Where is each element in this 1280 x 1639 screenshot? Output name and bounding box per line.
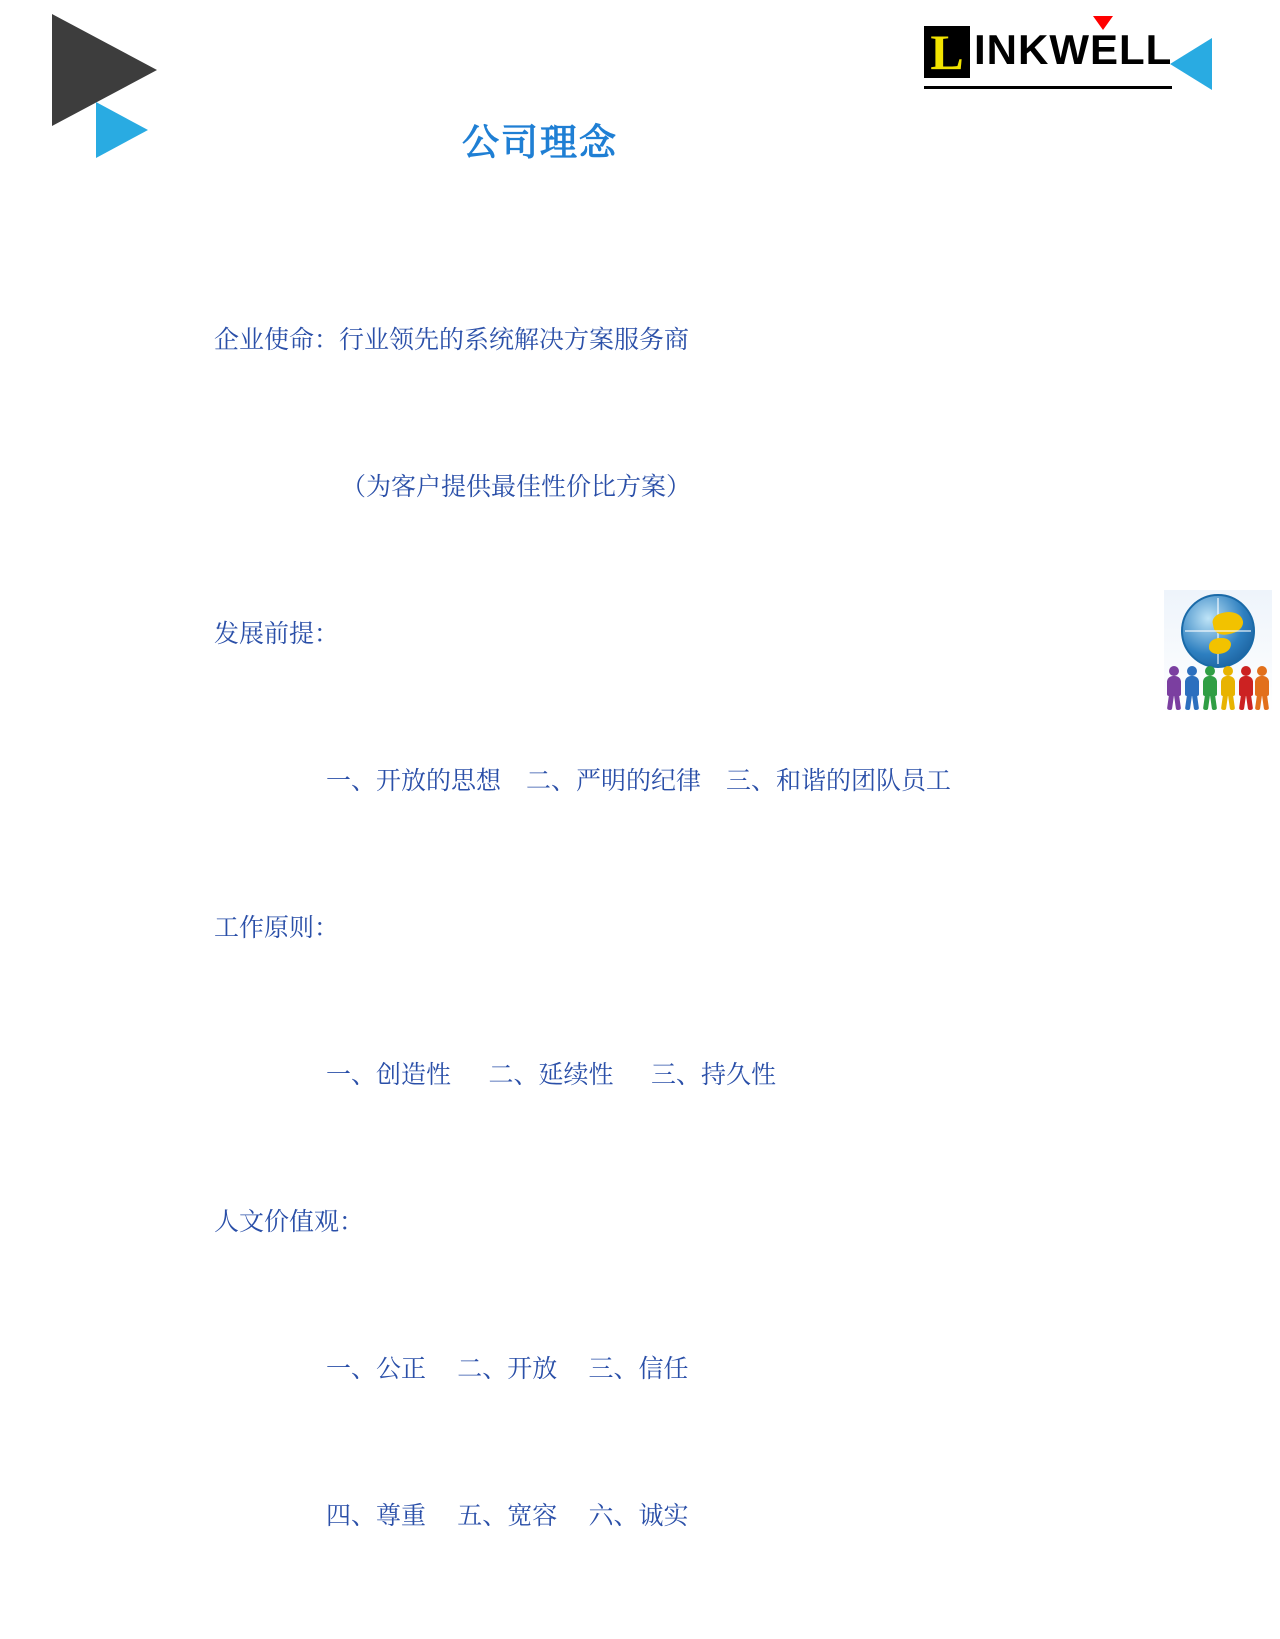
slide-body xyxy=(214,218,1174,1639)
person-figure-icon xyxy=(1220,666,1236,710)
body-line: （为客户提供最佳性价比方案） xyxy=(341,474,692,501)
person-figure-icon xyxy=(1238,666,1254,710)
logo-underline-rule xyxy=(924,86,1172,89)
body-line: 人文价值观： xyxy=(214,1209,365,1236)
body-line: 四、尊重 五、宽容 六、诚实 xyxy=(326,1503,689,1530)
body-line: 发展前提： xyxy=(214,621,340,648)
logo-wordmark: INKWELL xyxy=(974,26,1173,73)
globe-and-people-image xyxy=(1164,590,1272,714)
body-line: 企业使命：行业领先的系统解决方案服务商 xyxy=(214,327,690,354)
globe-icon xyxy=(1181,594,1255,668)
body-line: 一、公正 二、开放 三、信任 xyxy=(326,1356,689,1383)
body-line: 一、创造性 二、延续性 三、持久性 xyxy=(326,1062,777,1089)
body-line: 一、开放的思想 二、严明的纪律 三、和谐的团队员工 xyxy=(326,768,952,795)
body-line: 工作原则： xyxy=(214,915,340,942)
person-figure-icon xyxy=(1254,666,1270,710)
logo-red-triangle-icon xyxy=(1093,16,1113,30)
person-figure-icon xyxy=(1166,666,1182,710)
logo-blue-triangle-icon xyxy=(1170,38,1212,90)
person-figure-icon xyxy=(1202,666,1218,710)
logo-letter-l: L xyxy=(930,24,964,80)
linkwell-logo xyxy=(924,12,1224,92)
globe-landmass-icon xyxy=(1209,638,1231,654)
globe-landmass-icon xyxy=(1211,609,1245,637)
person-figure-icon xyxy=(1184,666,1200,710)
page-title: 公司理念 xyxy=(462,122,618,163)
